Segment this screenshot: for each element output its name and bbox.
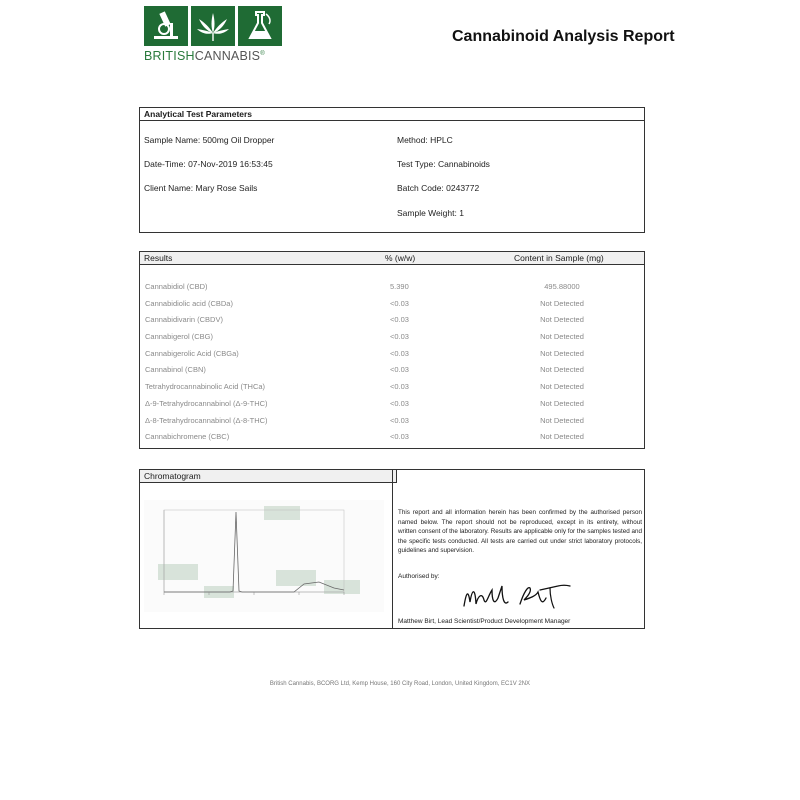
table-row	[140, 414, 644, 431]
date-time: Date-Time: 07-Nov-2019 16:53:45	[144, 159, 273, 169]
chromatogram-image	[144, 500, 384, 612]
report-title: Cannabinoid Analysis Report	[452, 28, 675, 45]
content-column-header: Content in Sample (mg)	[514, 253, 604, 263]
authorised-by-label: Authorised by:	[398, 573, 440, 580]
results-rows	[140, 280, 644, 447]
disclaimer-text: This report and all information herein has been confirmed by the authorised person named below. The report should not be reproduced, except in its entirety, without written consent of the laboratory. Results are applicable only for the samples tested and the specific tests conducted. All tests are carried out under strict laboratory protocols, guidelines and supervision.	[398, 509, 642, 555]
logo-wordmark	[144, 49, 289, 63]
percent-value: <0.03	[390, 348, 409, 358]
percent-value: 5.390	[390, 282, 409, 291]
percent-value: <0.03	[390, 398, 409, 408]
table-row	[140, 397, 644, 414]
content-value: Not Detected	[540, 415, 584, 425]
table-row	[140, 380, 644, 397]
flask-icon	[238, 6, 282, 46]
results-table	[139, 251, 645, 449]
content-value: Not Detected	[540, 382, 584, 392]
client-name: Client Name: Mary Rose Sails	[144, 183, 258, 193]
content-value: Not Detected	[540, 332, 584, 342]
content-value: 495.88000	[544, 282, 580, 291]
table-row	[140, 347, 644, 364]
percent-value: <0.03	[390, 315, 409, 325]
cannabinoid-name: Cannabinol (CBN)	[145, 365, 206, 375]
microscope-icon	[144, 6, 188, 46]
table-row	[140, 297, 644, 314]
content-value: Not Detected	[540, 348, 584, 358]
footer-address: British Cannabis, BCORG Ltd, Kemp House, 160 City Road, London, United Kingdom, EC1V 2NX	[269, 681, 531, 687]
content-value: Not Detected	[540, 298, 584, 308]
cannabinoid-name: Cannabidivarin (CBDV)	[145, 315, 223, 325]
chromatogram-heading: Chromatogram	[140, 470, 397, 483]
test-type: Test Type: Cannabinoids	[397, 159, 490, 169]
test-parameters-heading: Analytical Test Parameters	[140, 108, 644, 121]
content-value: Not Detected	[540, 432, 584, 442]
percent-value: <0.03	[390, 415, 409, 425]
results-column-header: Results	[144, 253, 173, 263]
sample-name: Sample Name: 500mg Oil Dropper	[144, 135, 275, 145]
table-row	[140, 330, 644, 347]
cannabinoid-name: Cannabigerol (CBG)	[145, 332, 213, 342]
percent-value: <0.03	[390, 432, 409, 442]
batch-code: Batch Code: 0243772	[397, 183, 480, 193]
percent-value: <0.03	[390, 382, 409, 392]
table-row	[140, 280, 644, 297]
percent-column-header: % (w/w)	[385, 253, 416, 263]
content-value: Not Detected	[540, 398, 584, 408]
results-header-row	[140, 252, 644, 265]
british-cannabis-logo	[144, 6, 289, 70]
cannabinoid-name: Δ-9-Tetrahydrocannabinol (Δ-9-THC)	[145, 398, 268, 408]
cannabinoid-name: Cannabichromene (CBC)	[145, 432, 230, 442]
content-value: Not Detected	[540, 315, 584, 325]
cannabinoid-name: Cannabidiol (CBD)	[145, 282, 208, 291]
sample-weight: Sample Weight: 1	[397, 208, 464, 218]
percent-value: <0.03	[390, 332, 409, 342]
percent-value: <0.03	[390, 365, 409, 375]
content-value: Not Detected	[540, 365, 584, 375]
panel-divider	[392, 470, 393, 628]
table-row	[140, 313, 644, 330]
percent-value: <0.03	[390, 298, 409, 308]
logo-trademark: ®	[260, 50, 265, 57]
cannabis-leaf-icon	[191, 6, 235, 46]
table-row	[140, 430, 644, 447]
cannabinoid-name: Cannabidiolic acid (CBDa)	[145, 298, 233, 308]
table-row	[140, 363, 644, 380]
signer-name: Matthew Birt, Lead Scientist/Product Development Manager	[398, 618, 571, 625]
logo-text-british: BRITISH	[144, 49, 195, 63]
test-parameters-panel	[139, 107, 645, 233]
method: Method: HPLC	[397, 135, 453, 145]
cannabinoid-name: Cannabigerolic Acid (CBGa)	[145, 348, 239, 358]
handwritten-signature	[458, 576, 578, 616]
logo-text-cannabis: CANNABIS	[194, 49, 261, 63]
chromatogram-panel	[139, 469, 645, 629]
cannabinoid-name: Δ-8-Tetrahydrocannabinol (Δ-8-THC)	[145, 415, 268, 425]
logo-tiles	[144, 6, 289, 46]
cannabinoid-name: Tetrahydrocannabinolic Acid (THCa)	[145, 382, 266, 392]
